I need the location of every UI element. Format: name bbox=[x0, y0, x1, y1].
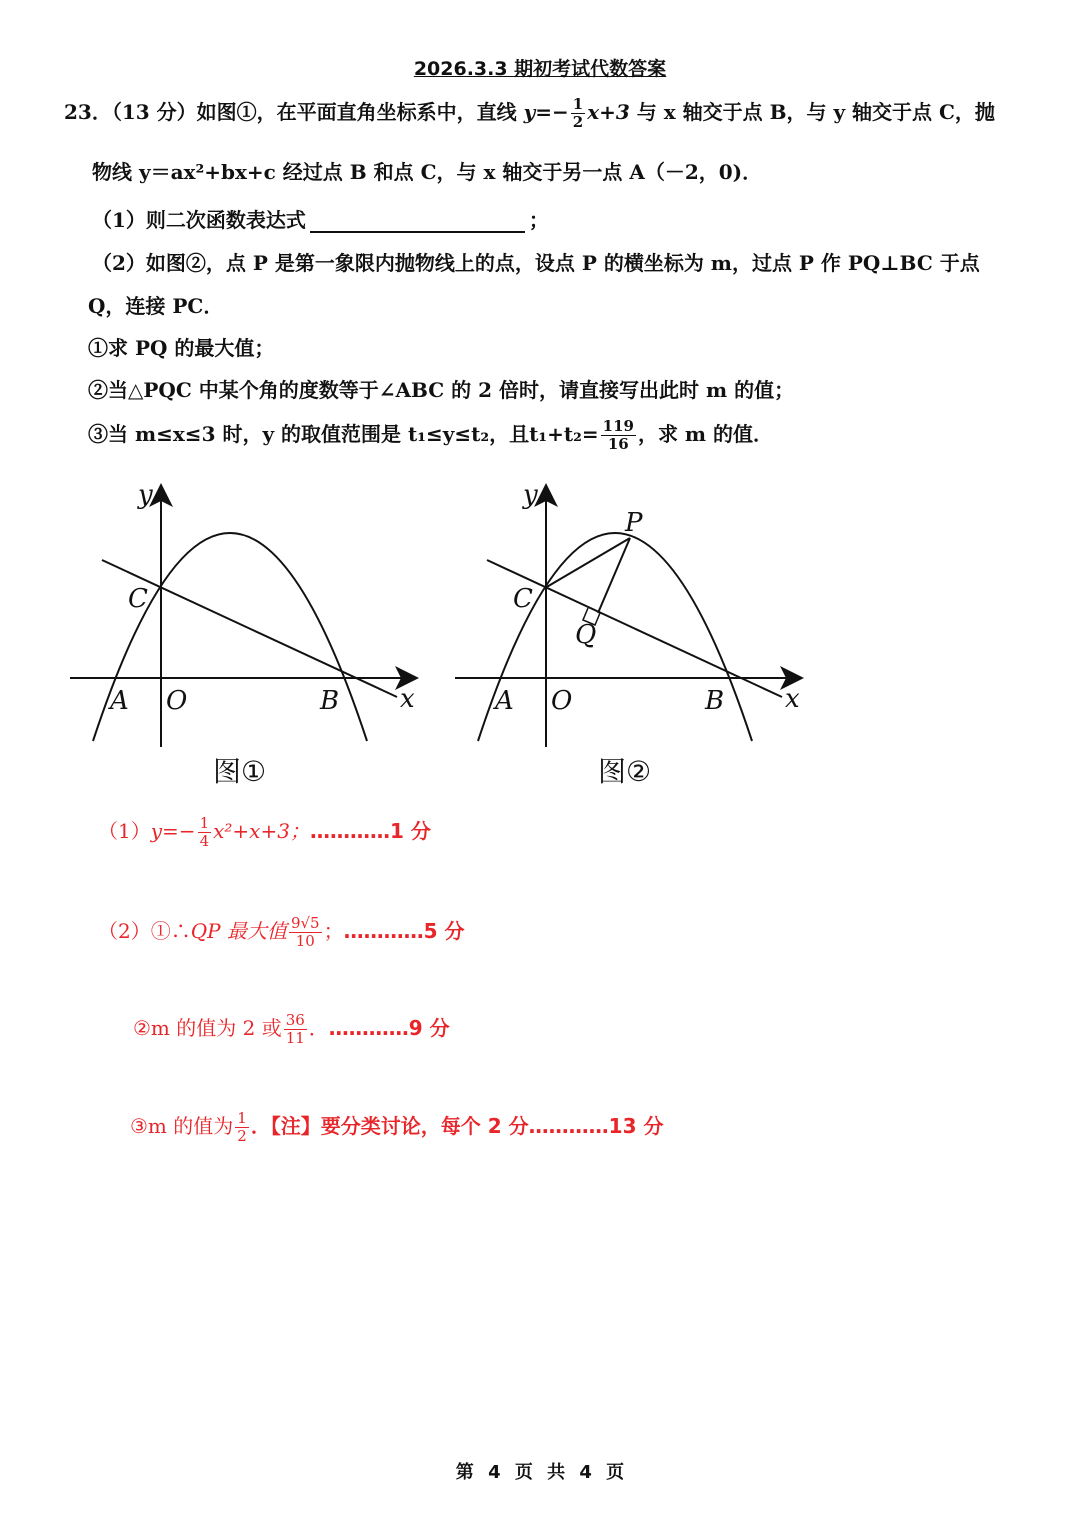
label-y: y bbox=[523, 480, 538, 510]
line-bc bbox=[102, 560, 397, 697]
label-c: C bbox=[128, 584, 148, 614]
label-o: O bbox=[551, 686, 573, 716]
figure-2 bbox=[445, 475, 815, 765]
fraction-119-16: $\frac{119}{16}$ bbox=[602, 417, 634, 453]
label-x: x bbox=[785, 684, 800, 714]
label-p: P bbox=[625, 508, 643, 538]
sub-question-2: ②当△PQC 中某个角的度数等于∠ABC 的 2 倍时，请直接写出此时 m 的值； bbox=[88, 378, 795, 402]
problem-number: 23．（13 分） bbox=[64, 100, 197, 124]
label-x: x bbox=[400, 684, 415, 714]
fraction-half-answer: $\frac{1}{2}$ bbox=[237, 1109, 247, 1145]
sub-question-1: ①求 PQ 的最大值； bbox=[88, 336, 275, 360]
problem-text: 与 x 轴交于点 B，与 y 轴交于点 C，抛 bbox=[629, 100, 995, 124]
line-equation-pre: y=− bbox=[523, 100, 569, 124]
fraction-quarter: $\frac{1}{4}$ bbox=[199, 814, 210, 850]
label-y: y bbox=[138, 480, 153, 510]
part-2-line-1: （2）如图②，点 P 是第一象限内抛物线上的点，设点 P 的横坐标为 m，过点 P 作 PQ⊥BC 于点 bbox=[92, 251, 980, 275]
segment-pq bbox=[598, 538, 630, 613]
answer-2: （2）①∴QP 最大值 $\frac{9√5}{10}$ ；…………5 分 bbox=[98, 914, 465, 950]
page-title: 2026.3.3 期初考试代数答案 bbox=[413, 58, 667, 80]
label-c: C bbox=[513, 584, 533, 614]
answer-1: （1）y=− $\frac{1}{4}$ x²+x+3；…………1 分 bbox=[98, 814, 431, 850]
problem-text: 如图①，在平面直角坐标系中，直线 bbox=[196, 100, 524, 124]
label-a: A bbox=[110, 686, 129, 716]
page-footer: 第 4 页 共 4 页 bbox=[455, 1462, 625, 1483]
figure-1 bbox=[60, 475, 430, 765]
answer-3: ②m 的值为 2 或 $\frac{36}{11}$ ．…………9 分 bbox=[133, 1011, 450, 1047]
figure-1-caption: 图① bbox=[213, 755, 267, 788]
label-a: A bbox=[495, 686, 514, 716]
answer-blank bbox=[310, 209, 525, 233]
segment-cp bbox=[545, 538, 630, 588]
sub-question-3: ③当 m≤x≤3 时，y 的取值范围是 t₁≤y≤t₂，且t₁+t₂= $\frac{119}{16}$ ，求 m 的值． bbox=[88, 417, 774, 453]
line-bc bbox=[487, 560, 782, 697]
label-b: B bbox=[705, 686, 725, 716]
fraction-9root5-10: $\frac{9√5}{10}$ bbox=[290, 914, 320, 950]
problem-line-1 bbox=[64, 96, 995, 131]
label-o: O bbox=[166, 686, 188, 716]
line-equation-post: x+3 bbox=[587, 100, 630, 124]
figure-2-caption: 图② bbox=[598, 755, 652, 788]
part-1: （1）则二次函数表达式 ； bbox=[92, 208, 549, 232]
problem-line-2: 物线 y＝ax²+bx+c 经过点 B 和点 C，与 x 轴交于另一点 A（－2，0)． bbox=[92, 160, 763, 184]
label-b: B bbox=[320, 686, 340, 716]
part-2-line-2: Q，连接 PC． bbox=[88, 294, 224, 318]
fraction-36-11: $\frac{36}{11}$ bbox=[285, 1011, 305, 1047]
answer-4: ③m 的值为 $\frac{1}{2}$ ．【注】要分类讨论，每个 2 分…………13 分 bbox=[130, 1109, 664, 1145]
fraction-half: $\frac{1}{2}$ bbox=[572, 95, 584, 131]
label-q: Q bbox=[575, 620, 597, 650]
